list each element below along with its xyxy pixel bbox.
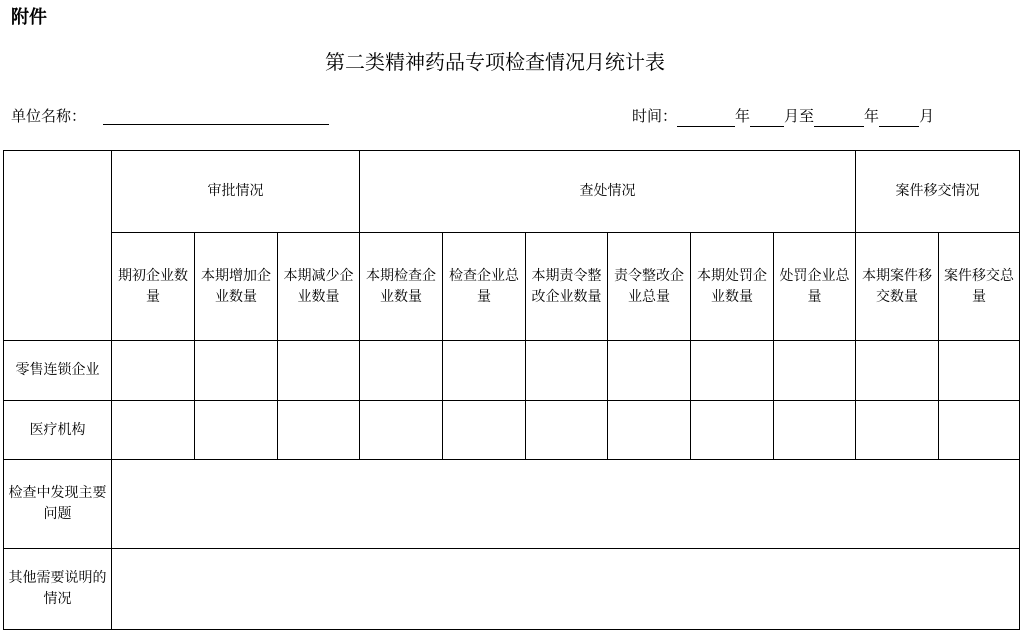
year-label: 年: [735, 107, 751, 125]
start-year-field[interactable]: [677, 108, 735, 127]
column-header: 案件移交总量: [944, 267, 1014, 305]
group-header-approval: 审批情况: [207, 183, 264, 199]
table-border-right: [1019, 150, 1020, 630]
column-header: 检查企业总量: [449, 267, 519, 305]
column-header: 本期检查企业数量: [366, 267, 436, 305]
unit-name-label: 单位名称：: [11, 107, 87, 125]
table-rule: [3, 400, 1020, 401]
column-header: 本期责令整改企业数量: [531, 267, 602, 305]
column-header: 本期案件移交数量: [862, 267, 932, 305]
end-month-label: 月: [919, 107, 935, 125]
column-header: 处罚企业总量: [779, 267, 850, 305]
column-header: 期初企业数量: [118, 267, 188, 305]
table-rule: [3, 459, 1020, 460]
time-label: 时间：: [632, 107, 678, 125]
table-rule: [3, 548, 1020, 549]
group-header-inspection: 查处情况: [579, 183, 636, 199]
column-header: 本期处罚企业数量: [697, 267, 767, 305]
table-border-bottom: [3, 629, 1020, 630]
end-year-label: 年: [864, 107, 880, 125]
end-year-field[interactable]: [814, 108, 864, 127]
month-to-label: 月至: [784, 107, 815, 125]
page-title: 第二类精神药品专项检查情况月统计表: [325, 50, 665, 74]
row-header-main-problems: 检查中发现主要问题: [8, 485, 107, 522]
column-header: 本期减少企业数量: [283, 267, 354, 305]
start-month-field[interactable]: [750, 108, 784, 127]
row-header-retail-chain: 零售连锁企业: [15, 362, 100, 378]
table-rule: [3, 340, 1020, 341]
unit-name-field[interactable]: [103, 104, 329, 125]
column-header: 本期增加企业数量: [201, 267, 271, 305]
attachment-label: 附件: [11, 7, 47, 28]
row-header-medical-institution: 医疗机构: [29, 421, 86, 438]
time-row: [632, 105, 934, 127]
group-header-transfer: 案件移交情况: [895, 183, 980, 199]
row-header-other-notes: 其他需要说明的情况: [8, 570, 107, 607]
column-header: 责令整改企业总量: [614, 267, 684, 305]
statistics-table: [3, 150, 1020, 630]
end-month-field[interactable]: [879, 108, 919, 127]
